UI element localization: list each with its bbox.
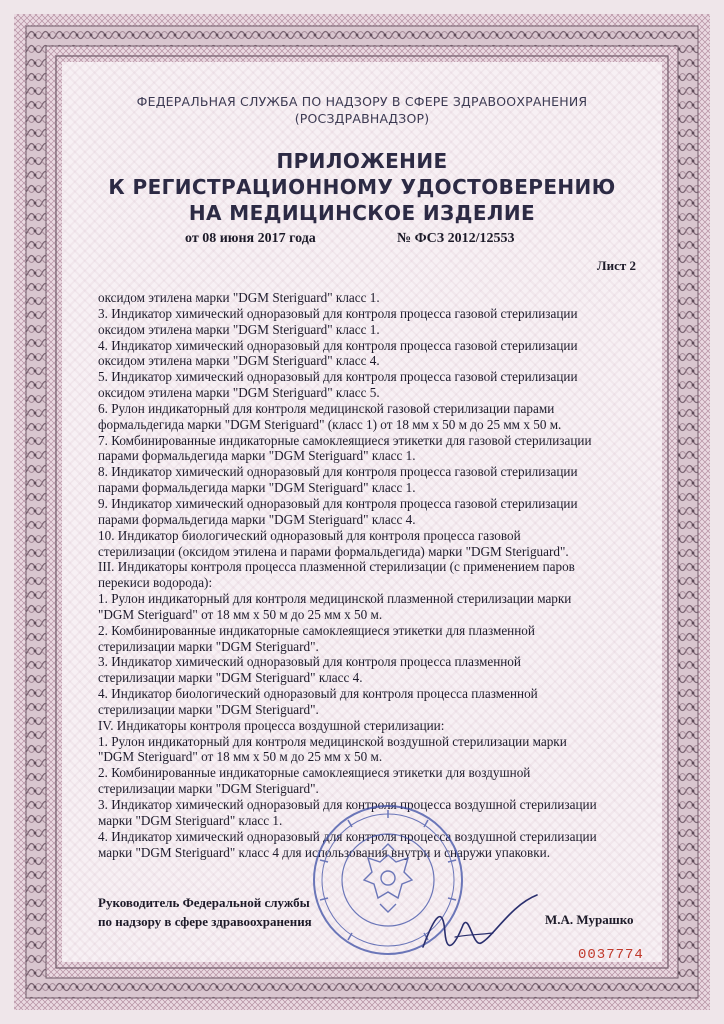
body-line: парами формальдегида марки "DGM Steriguard" класс 4. [98, 511, 416, 527]
body-line: оксидом этилена марки "DGM Steriguard" класс 4. [98, 353, 380, 369]
registration-date: от 08 июня 2017 года [185, 231, 316, 246]
registration-number: № ФСЗ 2012/12553 [397, 231, 515, 246]
body-line: стерилизации марки "DGM Steriguard". [98, 701, 319, 717]
agency-name: ФЕДЕРАЛЬНАЯ СЛУЖБА ПО НАДЗОРУ В СФЕРЕ ЗДРАВООХРАНЕНИЯ [136, 94, 588, 109]
title-line-1: ПРИЛОЖЕНИЕ [276, 149, 448, 173]
body-line: марки "DGM Steriguard" класс 4 для использования внутри и снаружи упаковки. [98, 844, 551, 860]
body-line: 2. Комбинированные индикаторные самоклеящиеся этикетки для плазменной [98, 622, 535, 638]
body-line: "DGM Steriguard" от 18 мм х 50 м до 25 мм х 50 м. [98, 606, 383, 622]
body-line: оксидом этилена марки "DGM Steriguard" класс 1. [98, 321, 380, 337]
body-line: III. Индикаторы контроля процесса плазменной стерилизации (с применением паров [98, 559, 575, 575]
agency-header [62, 93, 662, 127]
body-line: 7. Комбинированные индикаторные самоклеящиеся этикетки для газовой стерилизации [98, 432, 592, 448]
eagle-emblem-icon [364, 844, 412, 912]
body-line: 2. Комбинированные индикаторные самоклеящиеся этикетки для воздушной [98, 765, 531, 781]
body-line: оксидом этилена марки "DGM Steriguard" класс 1. [98, 290, 380, 305]
signatory-position-line-1: Руководитель Федеральной службы [98, 895, 310, 910]
body-line: 9. Индикатор химический одноразовый для контроля процесса газовой стерилизации [98, 495, 578, 511]
signatory-position [98, 893, 312, 931]
body-line: стерилизации марки "DGM Steriguard" класс 4. [98, 670, 363, 686]
handwritten-signature [415, 885, 545, 965]
body-line: парами формальдегида марки "DGM Steriguard" класс 1. [98, 480, 416, 496]
body-line: 4. Индикатор биологический одноразовый для контроля процесса плазменной [98, 686, 538, 702]
title-line-3: НА МЕДИЦИНСКОЕ ИЗДЕЛИЕ [188, 201, 536, 225]
body-line: марки "DGM Steriguard" класс 1. [98, 812, 283, 828]
body-line: IV. Индикаторы контроля процесса воздушной стерилизации: [98, 717, 445, 733]
title-line-2: К РЕГИСТРАЦИОННОМУ УДОСТОВЕРЕНИЮ [108, 175, 616, 199]
body-line: парами формальдегида марки "DGM Steriguard" класс 1. [98, 448, 416, 464]
body-line: 3. Индикатор химический одноразовый для контроля процесса газовой стерилизации [98, 305, 578, 321]
body-line: оксидом этилена марки "DGM Steriguard" класс 5. [98, 385, 380, 401]
body-line: перекиси водорода): [98, 575, 213, 591]
agency-abbreviation: (РОСЗДРАВНАДЗОР) [294, 111, 430, 126]
body-line: 1. Рулон индикаторный для контроля медицинской плазменной стерилизации марки [98, 591, 572, 607]
body-line: формальдегида марки "DGM Steriguard" (класс 1) от 18 мм х 50 м до 25 мм х 50 м. [98, 416, 562, 432]
document-body [98, 290, 643, 860]
body-line: стерилизации (оксидом этилена и парами формальдегида) марки "DGM Steriguard". [98, 543, 569, 559]
body-line: стерилизации марки "DGM Steriguard". [98, 638, 319, 654]
signatory-name: М.А. Мурашко [545, 912, 634, 927]
body-line: "DGM Steriguard" от 18 мм х 50 м до 25 мм х 50 м. [98, 749, 383, 765]
body-line: 4. Индикатор химический одноразовый для контроля процесса газовой стерилизации [98, 337, 578, 353]
body-line: 3. Индикатор химический одноразовый для контроля процесса плазменной [98, 654, 521, 670]
document-title [62, 148, 662, 226]
body-line: 1. Рулон индикаторный для контроля медицинской воздушной стерилизации марки [98, 733, 567, 749]
body-line: 6. Рулон индикаторный для контроля медицинской газовой стерилизации парами [98, 400, 555, 416]
body-line: 10. Индикатор биологический одноразовый для контроля процесса газовой [98, 527, 521, 543]
serial-number: 0037774 [578, 947, 644, 963]
sheet-number: Лист 2 [596, 258, 636, 273]
body-line: стерилизации марки "DGM Steriguard". [98, 781, 319, 797]
body-line: 4. Индикатор химический одноразовый для контроля процесса воздушной стерилизации [98, 828, 597, 844]
signatory-position-line-2: по надзору в сфере здравоохранения [98, 914, 312, 929]
body-line: 3. Индикатор химический одноразовый для контроля процесса воздушной стерилизации [98, 797, 597, 812]
body-line: 8. Индикатор химический одноразовый для контроля процесса газовой стерилизации [98, 464, 578, 480]
body-line: 5. Индикатор химический одноразовый для контроля процесса газовой стерилизации [98, 369, 578, 385]
